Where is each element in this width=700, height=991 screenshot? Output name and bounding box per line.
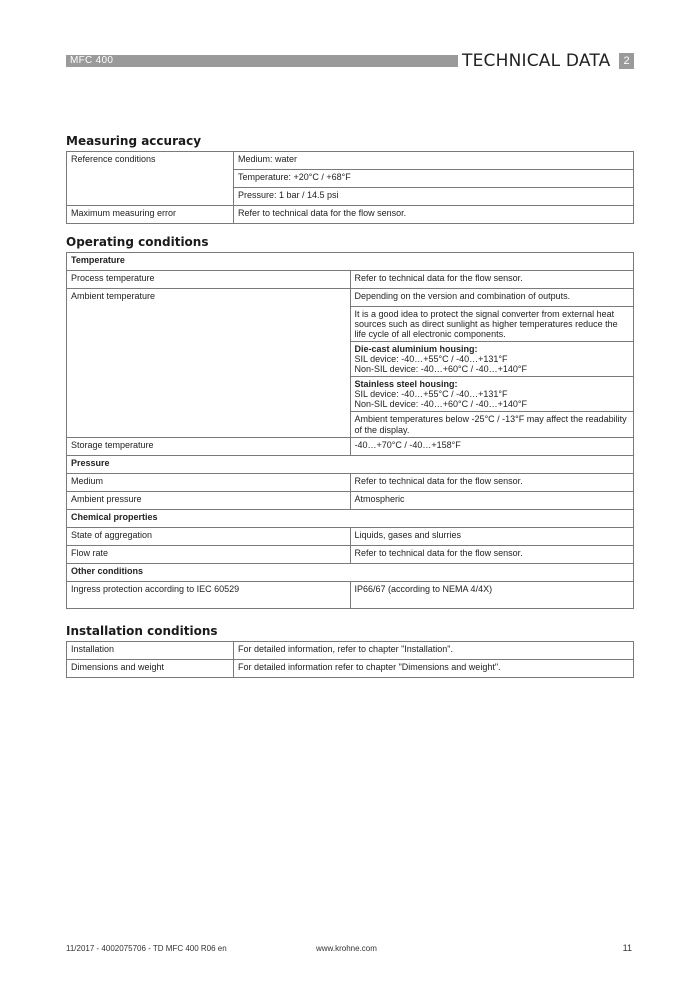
section-title: Installation conditions — [66, 624, 218, 638]
row-label: Reference conditions — [67, 152, 234, 206]
table-row — [67, 271, 634, 289]
group-row — [67, 510, 634, 528]
chapter-title: TECHNICAL DATA — [462, 51, 611, 71]
table-row — [67, 206, 634, 224]
stainless-sil: SIL device: -40…+55°C / -40…+131°F — [354, 389, 508, 399]
group-heading: Pressure — [67, 456, 634, 474]
page-header — [66, 52, 634, 70]
row-value: Refer to technical data for the flow sensor. — [350, 271, 634, 289]
row-label: Process temperature — [67, 271, 351, 289]
measuring-accuracy-table — [66, 151, 634, 224]
group-heading: Other conditions — [67, 564, 634, 582]
stainless-heading: Stainless steel housing: — [354, 379, 458, 389]
row-value: Refer to technical data for the flow sensor. — [350, 474, 634, 492]
row-value: Temperature: +20°C / +68°F — [234, 170, 634, 188]
table-row — [67, 528, 634, 546]
table-row — [67, 438, 634, 456]
measuring-accuracy-section — [66, 134, 634, 224]
row-label: Dimensions and weight — [67, 660, 234, 678]
table-row — [67, 492, 634, 510]
installation-conditions-table — [66, 641, 634, 678]
row-value — [350, 342, 634, 377]
row-label: Installation — [67, 642, 234, 660]
row-value: Depending on the version and combination of outputs. — [350, 289, 634, 307]
stainless-nonsil: Non-SIL device: -40…+60°C / -40…+140°F — [354, 399, 527, 409]
row-value: Refer to technical data for the flow sensor. — [234, 206, 634, 224]
installation-conditions-section — [66, 624, 634, 678]
group-row — [67, 253, 634, 271]
website-link[interactable]: www.krohne.com — [316, 944, 377, 953]
table-row — [67, 642, 634, 660]
row-label: Ambient pressure — [67, 492, 351, 510]
chapter-number: 2 — [619, 53, 634, 69]
row-label: Medium — [67, 474, 351, 492]
row-label: State of aggregation — [67, 528, 351, 546]
row-value: Ambient temperatures below -25°C / -13°F may affect the readability of the display. — [350, 412, 634, 438]
row-value: Refer to technical data for the flow sensor. — [350, 546, 634, 564]
table-row — [67, 582, 634, 609]
document-id: 11/2017 - 4002075706 - TD MFC 400 R06 en — [66, 944, 227, 953]
group-row — [67, 456, 634, 474]
group-row — [67, 564, 634, 582]
operating-conditions-section — [66, 235, 634, 609]
section-title: Measuring accuracy — [66, 134, 202, 148]
row-label: Ingress protection according to IEC 60529 — [67, 582, 351, 609]
table-row — [67, 474, 634, 492]
die-cast-heading: Die-cast aluminium housing: — [354, 344, 478, 354]
row-value: -40…+70°C / -40…+158°F — [350, 438, 634, 456]
row-label: Storage temperature — [67, 438, 351, 456]
die-cast-nonsil: Non-SIL device: -40…+60°C / -40…+140°F — [354, 364, 527, 374]
table-row — [67, 152, 634, 170]
row-value: Medium: water — [234, 152, 634, 170]
group-heading: Temperature — [67, 253, 634, 271]
row-value: For detailed information refer to chapter "Dimensions and weight". — [234, 660, 634, 678]
row-value: Atmospheric — [350, 492, 634, 510]
group-heading: Chemical properties — [67, 510, 634, 528]
row-value: It is a good idea to protect the signal converter from external heat sources such as direct sunlight as higher temperatures reduce the life cycle of all electronic components. — [350, 307, 634, 342]
table-row — [67, 289, 634, 307]
row-value — [350, 377, 634, 412]
operating-conditions-table — [66, 252, 634, 609]
row-value: Pressure: 1 bar / 14.5 psi — [234, 188, 634, 206]
row-label: Flow rate — [67, 546, 351, 564]
die-cast-sil: SIL device: -40…+55°C / -40…+131°F — [354, 354, 508, 364]
row-value: For detailed information, refer to chapter "Installation". — [234, 642, 634, 660]
row-value: Liquids, gases and slurries — [350, 528, 634, 546]
table-row — [67, 546, 634, 564]
table-row — [67, 660, 634, 678]
row-value: IP66/67 (according to NEMA 4/4X) — [350, 582, 634, 609]
section-title: Operating conditions — [66, 235, 209, 249]
row-label: Maximum measuring error — [67, 206, 234, 224]
row-label: Ambient temperature — [67, 289, 351, 438]
page-number: 11 — [622, 943, 632, 953]
product-name: MFC 400 — [66, 55, 458, 67]
